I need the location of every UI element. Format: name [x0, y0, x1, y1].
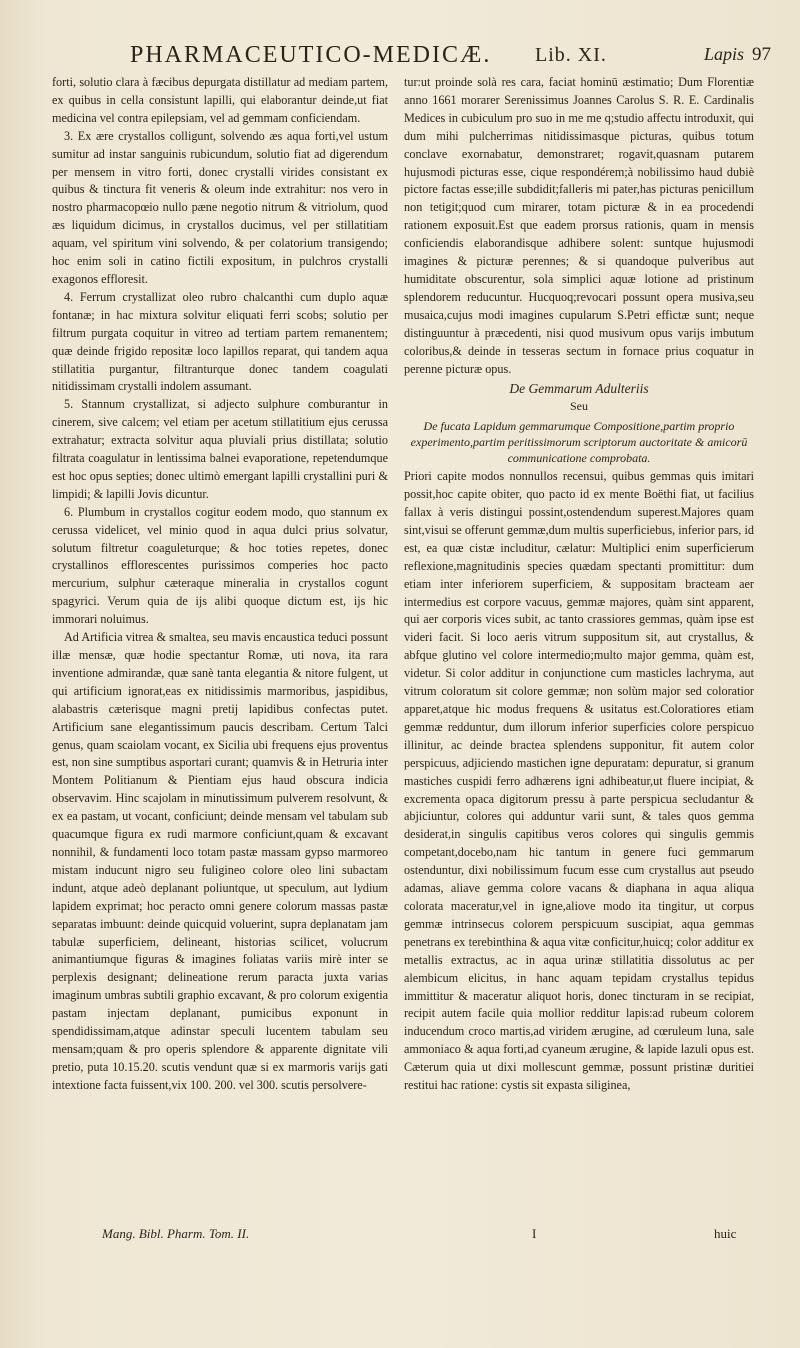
paragraph: tur:ut proinde solà res cara, faciat hominū æstimatio; Dum Florentiæ anno 1661 morarer Serenissimus Joannes Carolus S. R. E. Cardinalis Medices in cubiculum pro suo in me me q;studio affectu introduxit, qui dum mihi pulcherrimas nitidissimasque picturas, quibus totum conclave exornabatur, demonstraret; rogavit,quasnam putarem hujusmodi picturas esse, cique respondérem;à nobilissimo haud dubiè pictore factas esse;ille subdidit;falleris mi pater,has picturas penicillum non tetigit;quod cum mirarer, totam picturæ & in ea procedendi rationem exposuit.Est que eadem prorsus rationis, quam in mensis conficiendis elaborandisque adhibere solent: suntque hujusmodi imagines & picturæ perennes; & si quandoque pulveribus aut humiditate obscurentur, sola simplici aquæ lotione ad pristinum splendorem reducuntur. Hucquoq;revocari possunt opera musiva,seu musaica,cujus modi imagines cupularum S.Petri effictæ sunt; neque distinguuntur à præcedenti, nisi quod musivum opus varijs imbutum coloribus,& deinde in tesseras sectum in fornace prius coquatur in perenne picturæ opus. — [404, 75, 754, 376]
paragraph: Priori capite modos nonnullos recensui, quibus gemmas quis imitari possit,hoc capite obiter, quo pacto id ex mente Boëthi fiat, ut facilius fallax à veris distingui possint,ostendendum superest.Majores quam sint,visui se offerunt gemmæ,dum multis superficiebus, inferior pars, id est, ea quæ cistæ includitur, cælatur: Multiplici enim superficierum reflexione,magnitudinis species quædam spectanti promittitur: dum etiam inter inferiorem superficiem, & suppositam bracteam aer intermedius est corpore vacuus, gemmæ majores, quàm sint apparent, qui aer corporis vices subit, ac tanto crassiores gemmas, quàm ipse est videri facit. Si loco aeris vitrum suppositum sit, aut crystallus, & abfque glutino vel colore intermedio;multo major gemma, quàm est, videtur. Si color additur in conjunctione cum masticles lachryma, aut vitrum coloratum sit colore gemmæ; non solùm major sed coloratior apparet,atque hic modus frequens & usitatus est.Coloratiores etiam gemmæ redduntur, dum illorum inferior superficies colore perspicuo illinitur, ac deinde bractea splendens supponitur, fit autem color perspicuus, adjiciendo mastichen igne depuratam: depuratur, si granum mastiches cuspidi ferro adhærens igni adhibeatur,ut fluere incipiat, & excrementa opaca digitorum pressu à parte perspicua secludantur & abjiciuntur, colores qui adduntur varii sunt, & tales quos gemma desiderat,in singulis capitibus veros colores qui singulis gemmis competant,docebo,nam hic tantum in genere fuci gemmarum ostenduntur, dixi nobilissimum fucum esse cum crystallus aut pseudo adamas, aliave gemma colore vacans & diaphana in aqua aliqua colorata maceratur,vel in igne,aliove modo ita tingitur, ut corpus gemmæ intrinsecus colorem perspicuum suscipiat, aqua gemmas penetrans ex terebinthina & aqua vitæ conficitur,huicq; color additur ex metallis extractus, ac in aqua urinæ stillatitia dissolutus ac per alembicum elicitus, in hanc aquam tepidam crystallus tepidus immittitur & maceratur aliquot horis, donec tincturam in se recipiat, recipit autem facile quia mollior redditur lapis:ad rubeum colorem inducendum croco martis,ad viridem ærugine, ad cœruleum luna, sale ammoniaco & aqua forti,ad cyaneum ærugine, & lapide lazuli opus est. Cæterum quia ut dixi mollescunt gemmæ, possunt pristinæ duritiei restitui hac ratione: cystis sit expasta siliginea, — [404, 469, 754, 1093]
right-column — [404, 74, 754, 1095]
paragraph: 4. Ferrum crystallizat oleo rubro chalcanthi cum duplo aquæ fontanæ; in hac mixtura solvitur eliquati ferri scobs; solutio per filtrum purgata coquitur in vitreo ad tertiam partem remanentem; quæ deinde frigido repositæ loco lapillos reparat, qui tandem aqua stillatitia purgantur, filtranturque donec tandem coagulati nitidissimam crystalli indolem assumant. — [52, 289, 388, 394]
catchword: huic — [714, 1226, 737, 1241]
running-head — [0, 42, 800, 72]
signature-mark: I — [532, 1226, 537, 1241]
paragraph: 3. Ex ære crystallos colligunt, solvendo æs aqua forti,vel ustum sumitur ad instar sanguinis rubicundum, solutio fiat ad digerendum per mensem in vitro forti, donec crystalli virides consistant ex quibus & tinctura fit veneris & oleum inde extrahitur: nos vero in nostro pharmacopœio nullo pæne negotio nitrum & vitriolum, quod æs liquidum dicimus, in crystallos ducimus, vel per stillatitiam aquam, vel spiritum vini solvendo, & per colatorium transigendo; hoc enim soli in catino fictili expositum, in pulchros crystalli exagonos effloresit. — [52, 128, 388, 286]
signature-line: Mang. Bibl. Pharm. Tom. II. — [102, 1226, 250, 1241]
running-catch: Lapis — [704, 44, 745, 64]
section-subtitle: Seu — [570, 399, 588, 414]
running-title: PHARMACEUTICO-MEDICÆ. — [130, 42, 492, 68]
section-title: De Gemmarum Adulteriis — [509, 381, 649, 397]
paragraph: 6. Plumbum in crystallos cogitur eodem modo, quo stannum ex cerussa videlicet, vel minio quod in aqua dulci prius solvatur, solutum filtretur coaguleturque; & hoc toties repetes, donec crystallinos efflorescentes purissimos comperies hoc pacto mercurium, sulphur cæteraque mineralia in crystallos cogunt spagyrici. Verum quia de ijs alibi quoque dictum est, ijs hic immorari noluimus. — [52, 504, 388, 627]
left-column — [52, 74, 388, 1095]
section-description: De fucata Lapidum gemmarumque Compositione,partim proprio experimento,partim peritissimorum scriptorum auctoritate & amicorū communicatione comprobata. — [410, 419, 748, 466]
book-number: Lib. XI. — [535, 44, 607, 66]
paragraph: Ad Artificia vitrea & smaltea, seu mavis encaustica teduci possunt illæ mensæ, quæ hodie spectantur Romæ, uti nova, ita rara inventione admirandæ, quæ sanè tanta elegantia & nitore fulgent, ut qui artificium ignorat,eas ex nitidissimis marmoribus, jaspidibus, alabastris cæterisque magni pretij lapidibus confectas putet. Artificium sane elegantissimum paucis describam. Certum Talci genus, quam scaiolam vocant, ex Sicilia ubi frequens ejus proventus est, non sine sumptibus asportari curant; quamvis & in Hetruria inter Montem Politianum & Pientiam ejus haud obscura indicia observavim. Hinc scajolam in minutissimum pulverem resolvunt, & ex ea pastam, ut vocant, conficiunt; deinde mensam vel tabulam sub quacumque figura ex rudi marmore conficiunt,quam & excavant nonnihil, & fundamenti loco totam pastæ massam gypso marmoreo mistam inducunt nigro seu fuligineo colore oleo lini subactam indunt, atque adeò deplanant poliuntque, ut speculum, aut lydium lapidem exprimat; hoc peracto omni genere colorum massas pastæ separatas imbuunt: deinde quicquid voluerint, supra deplanatam jam tabulæ superficiem, delineant, historias scilicet, volucrum animantiumque figuras & imagines foliatas variis mirè inter se perplexis designant; delineatione rerum paracta juxta varias imaginum umbras subtili graphio excavant, & pro colorum exigentia pastam injectam deplanant, pumicibus exponunt in spendidissimam,atque adinstar speculi lucentem tabulam seu mensam;quam & pro operis splendore & apparente dignitate vili pretio, puta 10.15.20. scutis vendunt quæ si ex marmoris varijs gati intextione facta fuissent,vix 100. 200. vel 300. scutis persolvere- — [52, 630, 388, 1092]
paragraph: 5. Stannum crystallizat, si adjecto sulphure comburantur in cinerem, sive calcem; vel etiam per acetum stillatitium ejus cerussa extrahatur; extracta solvitur aqua pluviali prius distillata; solutio filtrata coagulatur in lentissima balnei evaporatione, repetendumque est hoc opus septies; donec ultimò emergant lapilli crystallini puri & limpidi; & lapilli Jovis dicuntur. — [52, 397, 388, 501]
paragraph: forti, solutio clara à fæcibus depurgata distillatur ad mediam partem, ex quibus in cella consistunt lapilli, qui elaborantur deinde,ut fiat medicina vel contra epilepsiam, vel ad gemmam conficiendam. — [52, 75, 388, 125]
page-number: 97 — [752, 44, 771, 65]
page-footer — [52, 1226, 752, 1248]
